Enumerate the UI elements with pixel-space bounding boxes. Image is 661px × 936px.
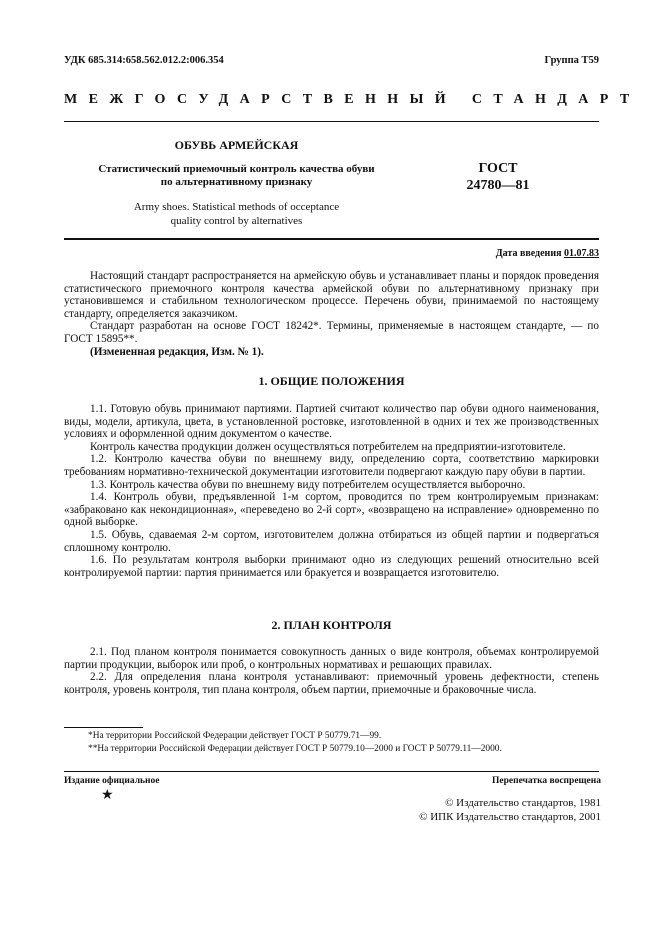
copyright-2001: © ИПК Издательство стандартов, 2001 [419,811,601,823]
document-title: ОБУВЬ АРМЕЙСКАЯ [174,138,299,152]
document-subtitle [64,163,409,189]
subtitle-line-2: по альтернативному признаку [160,176,313,188]
introduction-date [496,248,599,259]
section-paragraph: 1.6. По результатам контроля выборки принимают одно из следующих решений относительно всей контролируемой партии: партия принимается или бракуется и возвращается изготовителю. [64,554,599,579]
amendment-note: (Измененная редакция, Изм. № 1). [90,345,264,358]
section-paragraph: 1.2. Контролю качества обуви по внешнему виду, определению сорта, соответствию маркировки требованиям нормативно-технической документации изготовители подвергают каждую пару обуви в партии. [64,453,599,478]
section-paragraph: 2.1. Под планом контроля понимается совокупность данных о виде контроля, объемах контролируемой партии продукции, выборок или проб, о контрольных нормативах и решающих правилах. [64,646,599,671]
intro-paragraph: Настоящий стандарт распространяется на армейскую обувь и устанавливает планы и порядок проведения статистического приемочного контроля качества армейской обуви по альтернативному признаку при установившемся и стабильном технологическом процессе. Перечень обуви, принимаемой по настоящему стандарту, определяется заказчиком. [64,270,599,320]
footer-rule [64,771,599,772]
date-value: 01.07.83 [564,248,599,259]
english-title [64,201,409,228]
gost-number: 24780—81 [466,178,530,193]
group-code: Группа Т59 [544,55,599,66]
section-paragraph: 1.4. Контроль обуви, предъявленной 1-м сортом, проводится по трем контролируемым признакам: «забраковано как некондиционная», «переведено во 2-й сорт», «возвращено на исправление» одновременно по одной выборке. [64,491,599,529]
intro-text [64,270,599,358]
footnote: *На территории Российской Федерации действует ГОСТ Р 50779.71—99. [88,731,382,741]
english-line-1: Army shoes. Statistical methods of occeptance [133,201,340,213]
banner-rule [64,121,599,122]
section-1-text [64,403,599,579]
standard-banner: МЕЖГОСУДАРСТВЕННЫЙ СТАНДАРТ [64,92,641,107]
udk-code: УДК 685.314:658.562.012.2:006.354 [64,55,224,66]
section-2-text [64,646,599,696]
reprint-forbidden: Перепечатка воспрещена [491,776,601,786]
intro-paragraph: Стандарт разработан на основе ГОСТ 18242*. Термины, применяемые в настоящем стандарте, — по ГОСТ 15895**. [64,320,599,345]
footnotes [64,730,599,756]
copyright-1981: © Издательство стандартов, 1981 [445,797,601,809]
star-icon: ★ [101,788,114,803]
section-paragraph: 1.1. Готовую обувь принимают партиями. Партией считают количество пар обуви одного наименования, виды, модели, артикула, цвета, в установленной ростовке, изготовленной в одних и тех же производственных условиях и оформленной одним документом о качестве. [64,403,599,441]
title-rule [64,238,599,240]
english-line-2: quality control by alternatives [170,214,303,227]
section-paragraph: 2.2. Для определения плана контроля устанавливают: приемочный уровень дефектности, степень контроля, уровень контроля, тип плана контроля, объем партии, приемочные и браковочные числа. [64,671,599,696]
section-paragraph: 1.3. Контроль качества обуви по внешнему виду потребителем осуществляется выборочно. [90,478,526,491]
footnote-rule [64,727,143,728]
section-paragraph: Контроль качества продукции должен осуществляться потребителем на предприятии-изготовителе. [90,440,566,453]
subtitle-line-1: Статистический приемочный контроль качества обуви [98,163,375,175]
gost-designation [448,160,548,194]
footnote: **На территории Российской Федерации действует ГОСТ Р 50779.10—2000 и ГОСТ Р 50779.11—2000. [88,744,502,754]
section-1-heading: 1. ОБЩИЕ ПОЛОЖЕНИЯ [258,374,405,388]
section-2-heading: 2. ПЛАН КОНТРОЛЯ [271,618,392,632]
official-edition: Издание официальное [64,776,160,786]
date-label: Дата введения [495,248,562,259]
gost-label: ГОСТ [478,161,518,176]
section-paragraph: 1.5. Обувь, сдаваемая 2-м сортом, изготовителем должна отбираться из общей партии и подвергаться сплошному контролю. [64,528,599,554]
